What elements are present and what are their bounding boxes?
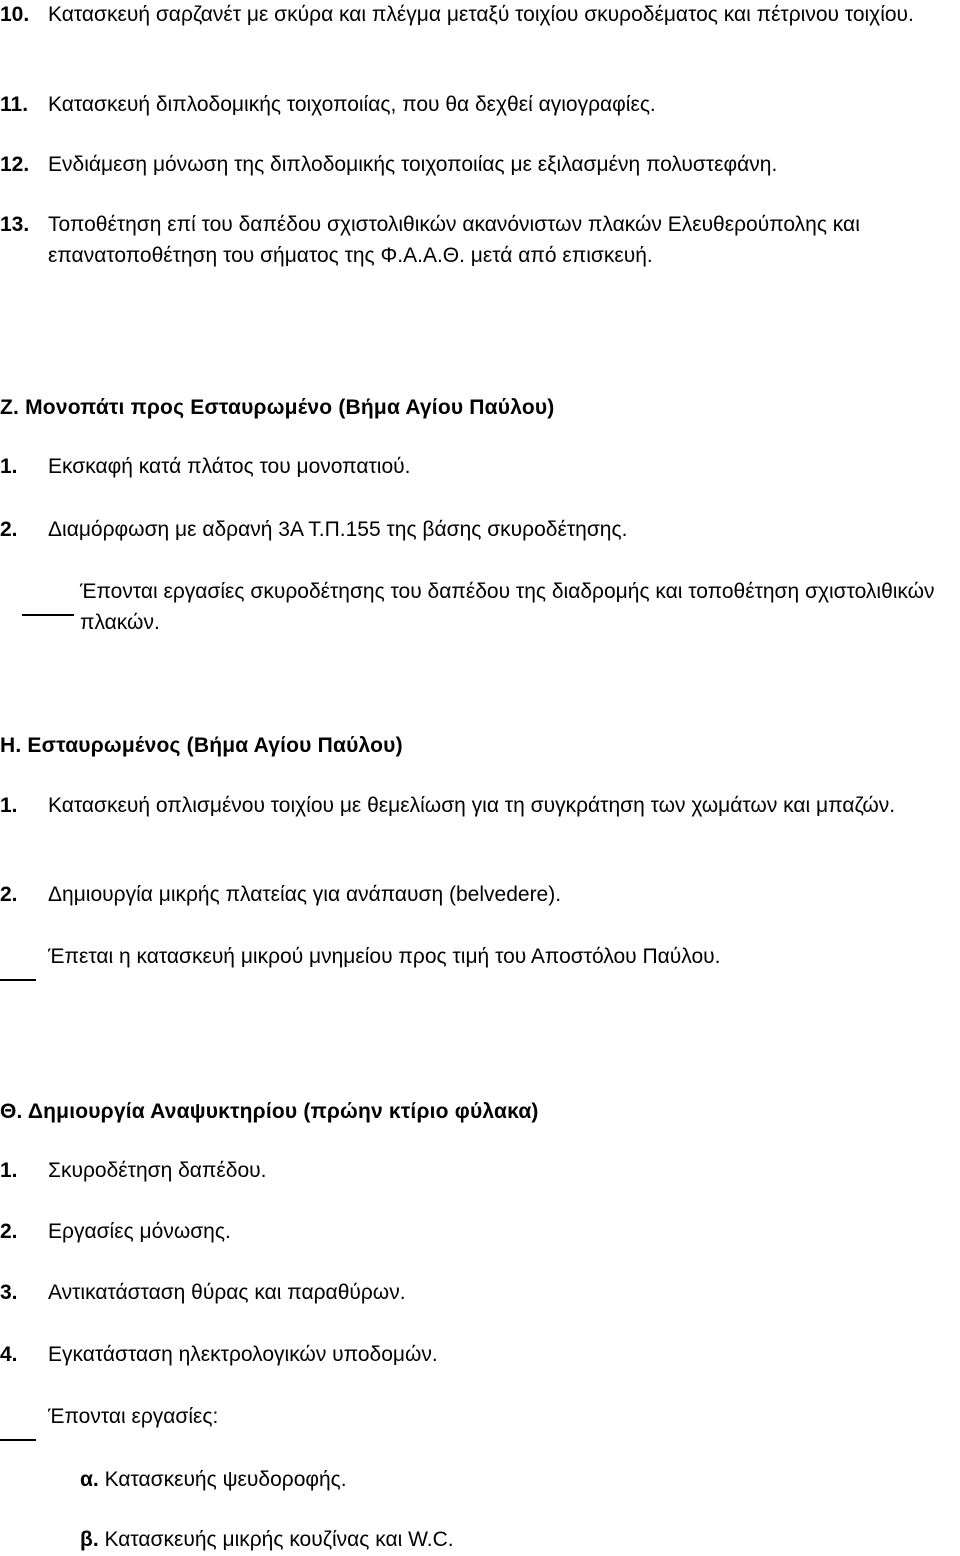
section-theta-item-2: [0, 1216, 960, 1247]
item-text: Κατασκευή διπλοδομικής τοιχοποιίας, που θα δεχθεί αγιογραφίες.: [48, 93, 656, 116]
section-h-item-2: [0, 879, 960, 910]
item-number: 4.: [0, 1343, 18, 1366]
item-text: Εργασίες μόνωσης.: [48, 1220, 231, 1243]
item-number: 13.: [0, 213, 30, 236]
item-number: 1.: [0, 1159, 18, 1182]
item-number: 12.: [0, 153, 30, 176]
section-h-heading: Η. Εσταυρωμένος (Βήμα Αγίου Παύλου): [0, 734, 403, 757]
section-z-item-2: [0, 514, 960, 545]
item-number: 2.: [0, 883, 18, 906]
item-text: Σκυροδέτηση δαπέδου.: [48, 1159, 267, 1182]
section-theta-item-1: [0, 1155, 960, 1186]
list-item-11: [0, 89, 960, 120]
item-number: 2.: [0, 1220, 18, 1243]
list-item-12: [0, 149, 960, 180]
section-h-item-1: [0, 790, 960, 821]
section-theta-note: [0, 1401, 960, 1432]
item-number: 11.: [0, 93, 29, 116]
item-text: Δημιουργία μικρής πλατείας για ανάπαυση (belvedere).: [48, 883, 562, 906]
subitem-letter: α.: [80, 1468, 99, 1491]
list-item-13: [0, 209, 960, 271]
item-text: Εκσκαφή κατά πλάτος του μονοπατιού.: [48, 455, 411, 478]
note-text: Έπεται η κατασκευή μικρού μνημείου προς τιμή του Αποστόλου Παύλου.: [48, 945, 721, 968]
item-number: 10.: [0, 3, 30, 26]
item-text: Κατασκευή σαρζανέτ με σκύρα και πλέγμα μεταξύ τοιχίου σκυροδέματος και πέτρινου τοιχίου.: [48, 3, 914, 26]
subitem-letter: β.: [80, 1528, 99, 1551]
note-text: Έπονται εργασίες σκυροδέτησης του δαπέδου της διαδρομής και τοποθέτηση σχιστολιθικών πλακών.: [80, 580, 935, 634]
section-theta-subitem-b: [0, 1524, 960, 1555]
item-number: 2.: [0, 518, 18, 541]
item-text: Ενδιάμεση μόνωση της διπλοδομικής τοιχοποιίας με εξιλασμένη πολυστεφάνη.: [48, 153, 778, 176]
item-text: Κατασκευή οπλισμένου τοιχίου με θεμελίωση για τη συγκράτηση των χωμάτων και μπαζών.: [48, 794, 896, 817]
item-text: Διαμόρφωση με αδρανή 3Α Τ.Π.155 της βάσης σκυροδέτησης.: [48, 518, 628, 541]
section-theta-item-4: [0, 1339, 960, 1370]
section-z-item-1: [0, 451, 960, 482]
subitem-text: Κατασκευής ψευδοροφής.: [104, 1468, 347, 1491]
section-z-note: [0, 576, 960, 638]
section-z-heading: Ζ. Μονοπάτι προς Εσταυρωμένο (Βήμα Αγίου Παύλου): [0, 396, 555, 419]
section-h-note: [0, 941, 848, 972]
section-theta-subitem-a: [0, 1464, 960, 1495]
item-number: 3.: [0, 1281, 18, 1304]
item-text: Τοποθέτηση επί του δαπέδου σχιστολιθικών ακανόνιστων πλακών Ελευθερούπολης και επανατοποθέτηση του σήματος της Φ.Α.Α.Θ. μετά από επισκευή.: [48, 213, 860, 267]
item-number: 1.: [0, 455, 18, 478]
item-text: Εγκατάσταση ηλεκτρολογικών υποδομών.: [48, 1343, 438, 1366]
item-number: 1.: [0, 794, 18, 817]
list-item-10: [0, 0, 948, 30]
section-theta-item-3: [0, 1277, 960, 1308]
item-text: Αντικατάσταση θύρας και παραθύρων.: [48, 1281, 406, 1304]
subitem-text: Κατασκευής μικρής κουζίνας και W.C.: [104, 1528, 454, 1551]
section-theta-heading: Θ. Δημιουργία Αναψυκτηρίου (πρώην κτίριο φύλακα): [0, 1100, 539, 1123]
note-text: Έπονται εργασίες:: [48, 1405, 219, 1428]
